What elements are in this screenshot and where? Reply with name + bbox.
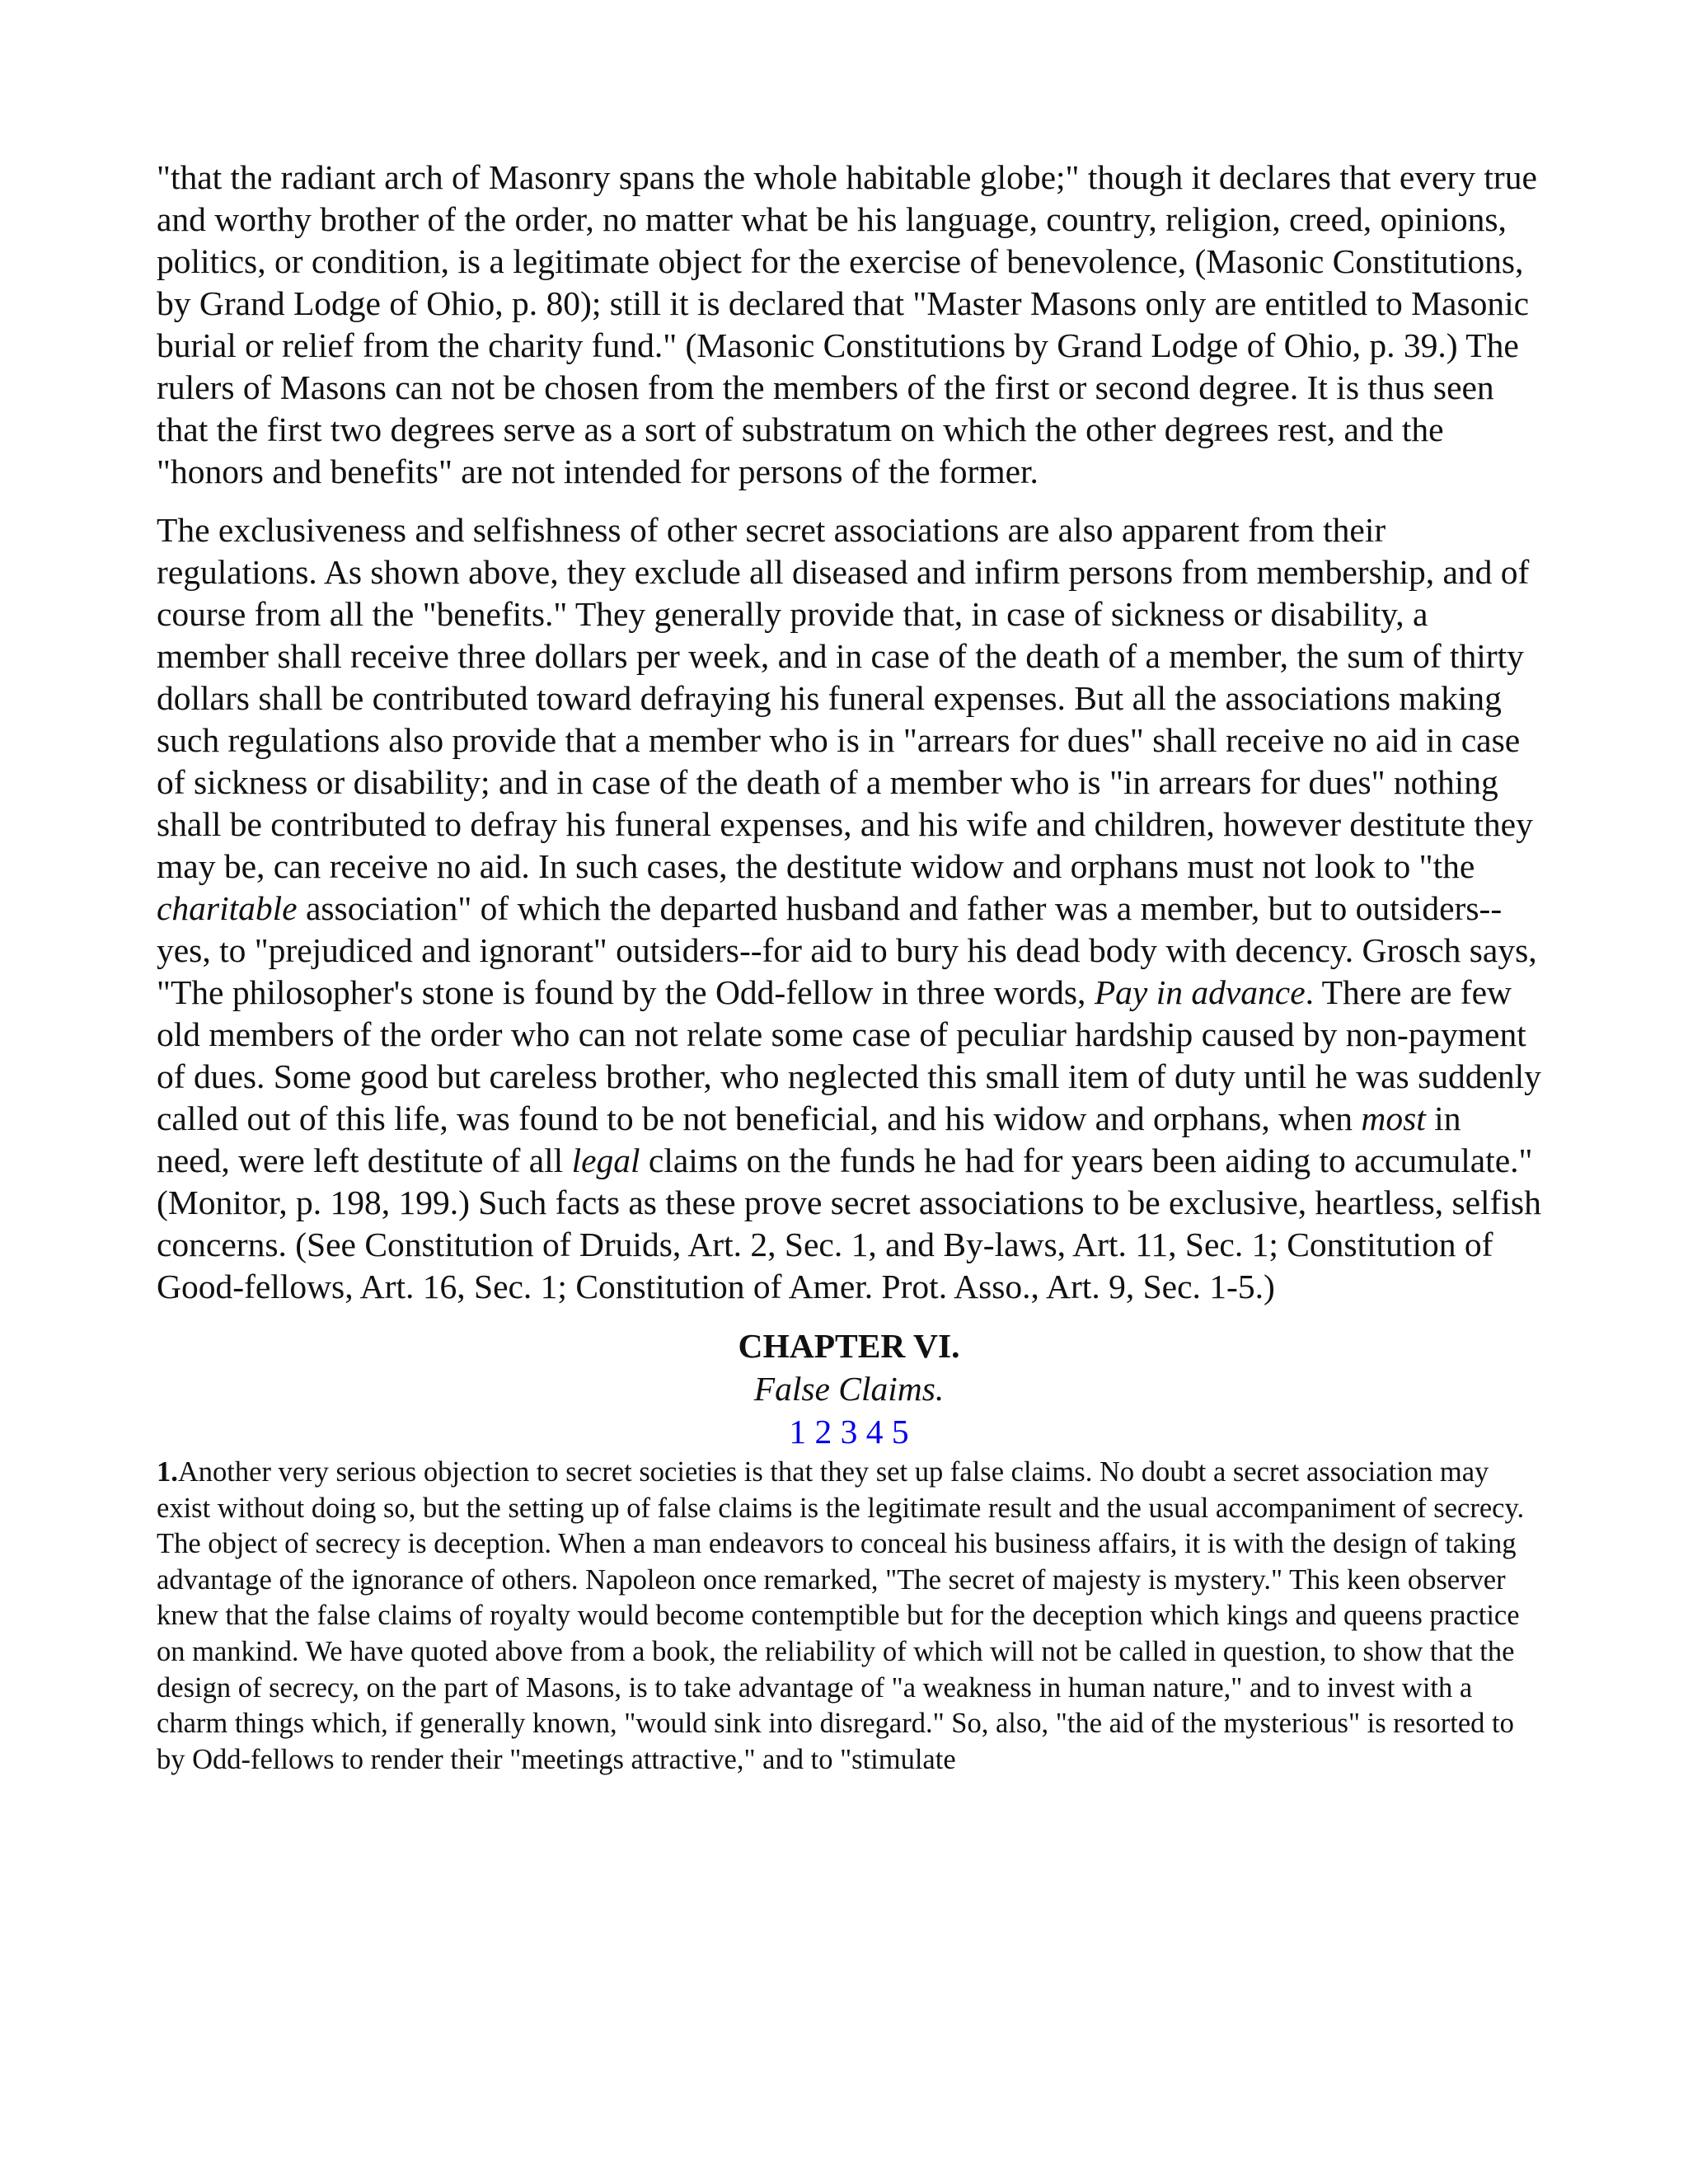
section-text: Another very serious objection to secret societies is that they set up false claims. No doubt a secret association may exist without doing so, but the setting up of false claims is the legitimate result and the usual accompaniment of secrecy. The object of secrecy is deception. When a man endeavors to conceal his business affairs, it is with the design of taking advantage of the ignorance of others. Napoleon once remarked, "The secret of majesty is mystery." This keen observer knew that the false claims of royalty would become contemptible but for the deception which kings and queens practice on mankind. We have quoted above from a book, the reliability of which will not be called in question, to show that the design of secrecy, on the part of Masons, is to take advantage of "a weakness in human nature," and to invest with a charm things which, if generally known, "would sink into disregard." So, also, "the aid of the mysterious" is resorted to by Odd-fellows to render their "meetings attractive," and to "stimulate <box>157 1456 1525 1775</box>
paragraph-exclusiveness <box>157 509 1541 1308</box>
paragraph-text: claims on the funds he had for years been aiding to accumulate." (Monitor, p. 198, 199.) Such facts as these prove secret associations to be exclusive, heartless, selfish concerns. (See Constitution of Druids, Art. 2, Sec. 1, and By-laws, Art. 11, Sec. 1; Constitution of Good-fellows, Art. 16, Sec. 1; Constitution of Amer. Prot. Asso., Art. 9, Sec. 1-5.) <box>157 1141 1541 1305</box>
paragraph-text: . There are few old members of the order who can not relate some case of peculiar hardship caused by non-payment of dues. Some good but careless brother, who neglected this small item of duty until he was suddenly called out of this life, was found to be not beneficial, and his widow and orphans, when <box>157 973 1541 1137</box>
emphasis-charitable: charitable <box>157 889 298 927</box>
emphasis-most: most <box>1361 1099 1426 1137</box>
paragraph-text: The exclusiveness and selfishness of other secret associations are also apparent from their regulations. As shown above, they exclude all diseased and infirm persons from membership, and of course from all the "benefits." They generally provide that, in case of sickness or disability, a member shall receive three dollars per week, and in case of the death of a member, the sum of thirty dollars shall be contributed toward defraying his funeral expenses. But all the associations making such regulations also provide that a member who is in "arrears for dues" shall receive no aid in case of sickness or disability; and in case of the death of a member who is "in arrears for dues" nothing shall be contributed to defray his funeral expenses, and his wife and children, however destitute they may be, can receive no aid. In such cases, the destitute widow and orphans must not look to "the <box>157 511 1533 885</box>
paragraph-masonry-benevolence: "that the radiant arch of Masonry spans the whole habitable globe;" though it declares that every true and worthy brother of the order, no matter what be his language, country, religion, creed, opinions, politics, or condition, is a legitimate object for the exercise of benevolence, (Masonic Constitutions, by Grand Lodge of Ohio, p. 80); still it is declared that "Master Masons only are entitled to Masonic burial or relief from the charity fund." (Masonic Constitutions by Grand Lodge of Ohio, p. 39.) The rulers of Masons can not be chosen from the members of the first or second degree. It is thus seen that the first two degrees serve as a sort of substratum on which the other degrees rest, and the "honors and benefits" are not intended for persons of the former. <box>157 158 1537 490</box>
section-link-4[interactable]: 4 <box>865 1413 884 1451</box>
chapter-title: CHAPTER VI. <box>738 1327 960 1365</box>
section-link-2[interactable]: 2 <box>814 1413 832 1451</box>
chapter-subtitle: False Claims. <box>753 1370 945 1408</box>
paragraph-text: in need, were left destitute of all <box>157 1099 1461 1179</box>
section-link-3[interactable]: 3 <box>840 1413 858 1451</box>
section-link-5[interactable]: 5 <box>891 1413 909 1451</box>
section-number: 1. <box>157 1456 178 1488</box>
emphasis-legal: legal <box>571 1141 640 1179</box>
paragraph-text: association" of which the departed husband and father was a member, but to outsiders--yes, to "prejudiced and ignorant" outsiders--for aid to bury his dead body with decency. Grosch says, "The philosopher's stone is found by the Odd-fellow in three words, <box>157 889 1537 1011</box>
chapter-section-links <box>157 1410 1541 1453</box>
emphasis-pay-in-advance: Pay in advance <box>1094 973 1306 1011</box>
section-1-paragraph <box>157 1455 1541 1778</box>
document-page <box>157 157 1541 1778</box>
section-link-1[interactable]: 1 <box>789 1413 807 1451</box>
